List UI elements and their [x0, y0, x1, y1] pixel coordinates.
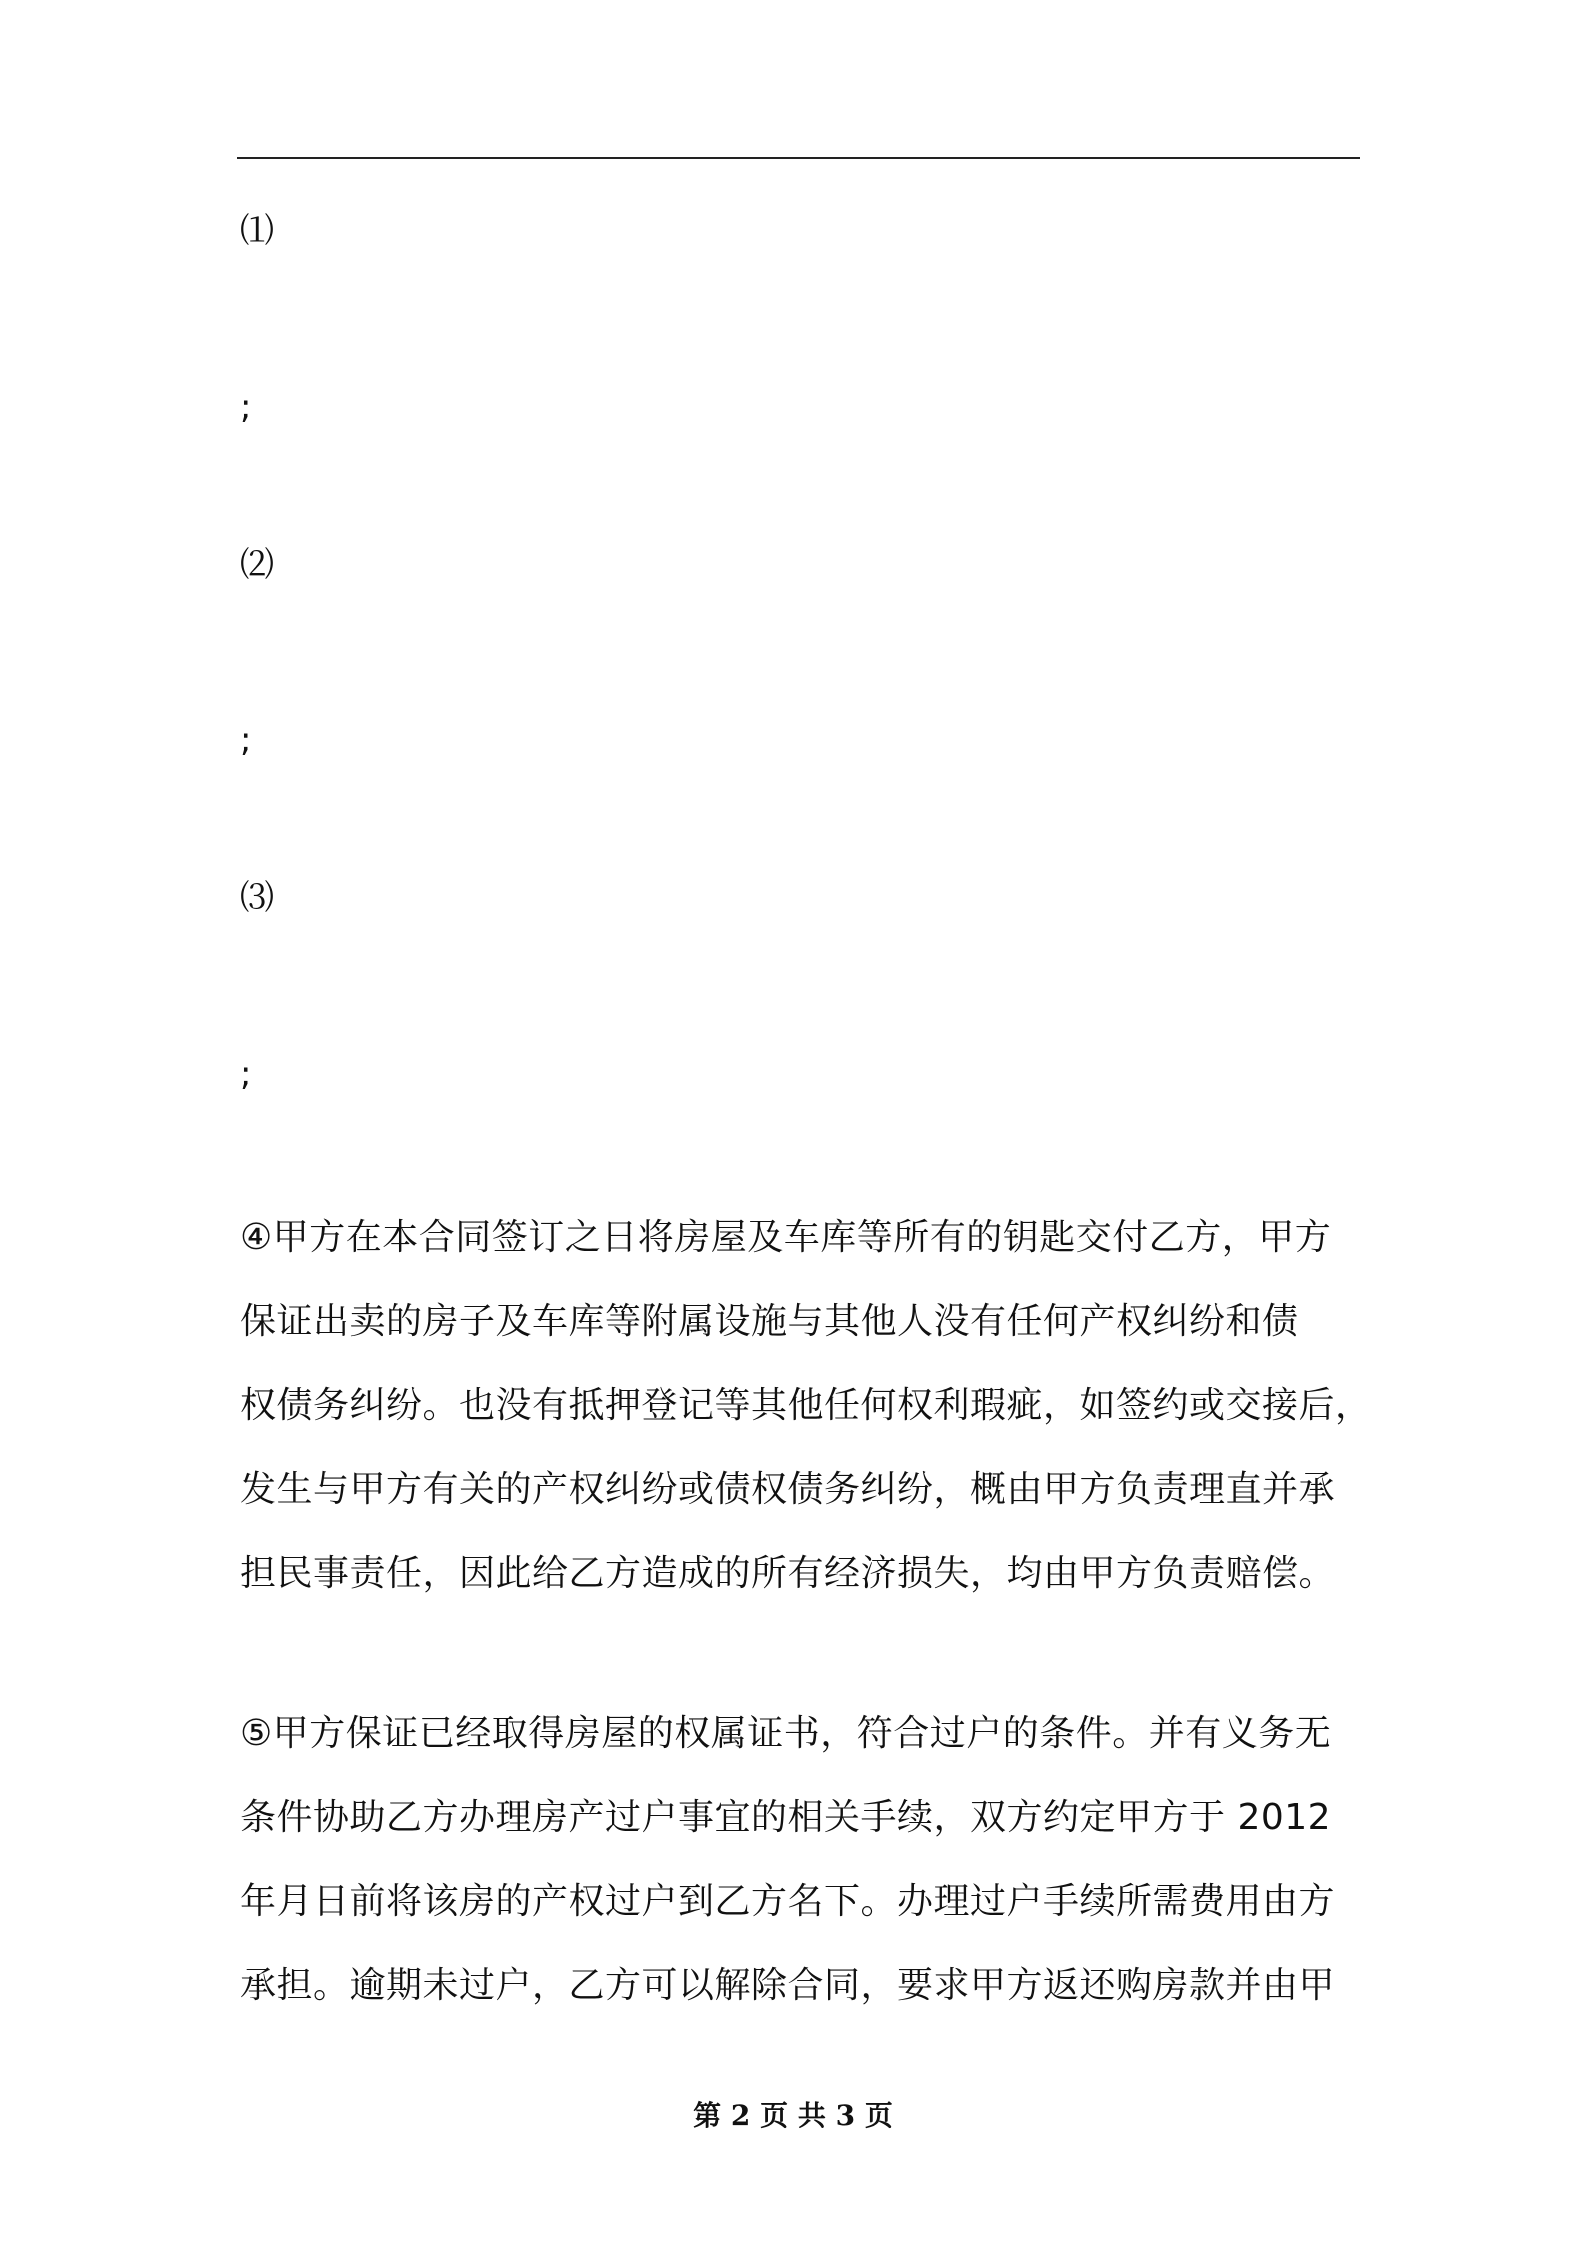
- list-item-1-end: ;: [240, 387, 252, 427]
- paragraph-4-line: ④甲方在本合同签订之日将房屋及车库等所有的钥匙交付乙方，甲方: [240, 1217, 1332, 1258]
- paragraph-4-line: 保证出卖的房子及车库等附属设施与其他人没有任何产权纠纷和债: [240, 1301, 1299, 1342]
- list-item-3-marker: ⑶: [240, 878, 274, 918]
- list-item-2-end: ;: [240, 720, 252, 760]
- paragraph-5-line: 承担。逾期未过户，乙方可以解除合同，要求甲方返还购房款并由甲: [240, 1965, 1336, 2006]
- paragraph-5-line: ⑤甲方保证已经取得房屋的权属证书，符合过户的条件。并有义务无: [240, 1713, 1332, 1754]
- paragraph-4-line: 发生与甲方有关的产权纠纷或债权债务纠纷，概由甲方负责理直并承: [240, 1469, 1336, 1510]
- page-footer: 第 2 页 共 3 页: [693, 2099, 893, 2132]
- paragraph-5: [240, 1692, 1360, 2028]
- paragraph-4-line: 权债务纠纷。也没有抵押登记等其他任何权利瑕疵，如签约或交接后，: [240, 1385, 1372, 1426]
- paragraph-5-line: 条件协助乙方办理房产过户事宜的相关手续，双方约定甲方于 2012: [240, 1797, 1332, 1838]
- header-rule: [237, 157, 1360, 159]
- paragraph-5-line: 年月日前将该房的产权过户到乙方名下。办理过户手续所需费用由方: [240, 1881, 1336, 1922]
- paragraph-4-line: 担民事责任，因此给乙方造成的所有经济损失，均由甲方负责赔偿。: [240, 1553, 1336, 1594]
- list-item-3-end: ;: [240, 1054, 252, 1094]
- list-item-1-marker: ⑴: [240, 211, 274, 251]
- paragraph-4: [240, 1196, 1372, 1616]
- list-item-2-marker: ⑵: [240, 545, 274, 585]
